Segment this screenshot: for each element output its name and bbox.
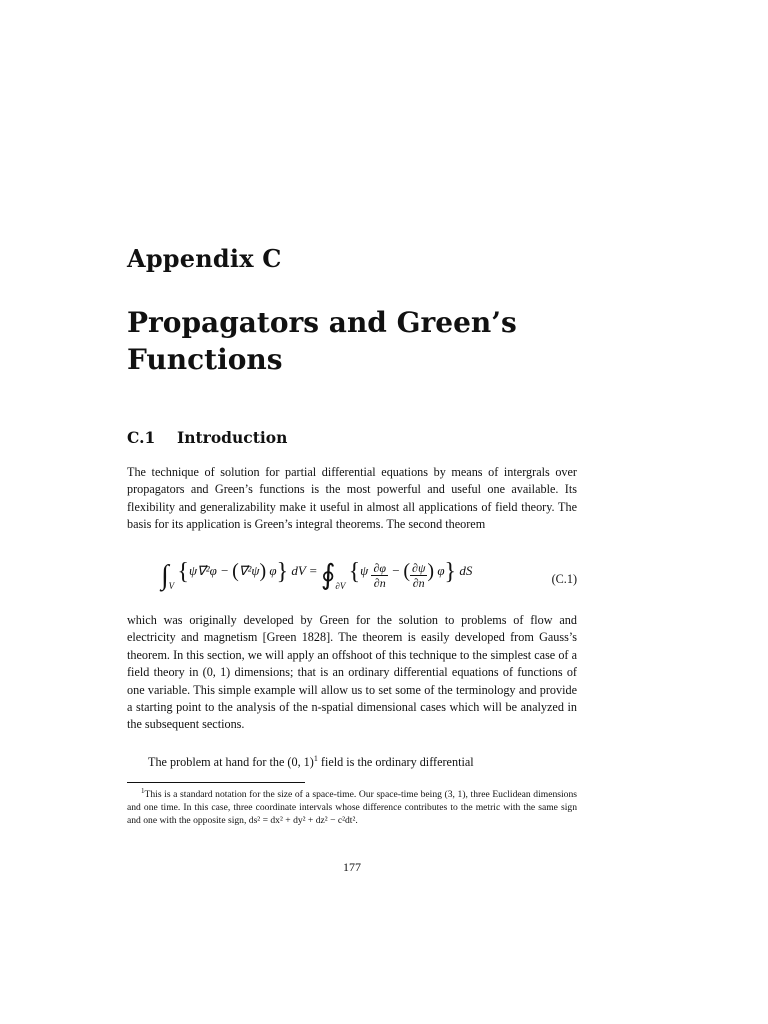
paragraph-intro: The technique of solution for partial differential equations by means of intergrals over propagators and Green’s functions is the most powerful and useful one available. Its flexibility and generalizability make it useful in almost all applications of field theory. The basis for its application is Green’s integral theorems. The second theorem: [127, 465, 577, 532]
volume-subscript: V: [168, 581, 175, 591]
rhs-measure: dS: [459, 563, 473, 578]
paragraph-problem: [127, 750, 577, 771]
section-number: C.1: [127, 428, 156, 447]
page: [127, 0, 577, 1024]
lhs-measure: dV =: [291, 563, 318, 578]
equation-c1: [127, 558, 577, 608]
left-brace: {: [177, 559, 189, 585]
rhs-lead: ψ: [360, 563, 369, 578]
footnote-marker: 1: [141, 787, 145, 795]
left-paren: (: [403, 560, 411, 582]
right-brace: }: [276, 559, 289, 585]
page-number: 177: [343, 860, 361, 874]
footnote: [127, 785, 577, 828]
equation-body: [161, 558, 472, 592]
left-brace: {: [348, 559, 361, 585]
left-paren: (: [232, 560, 239, 582]
lhs-paren-content: ∇⃗²ψ: [238, 563, 260, 578]
footnote-text: This is a standard notation for the size of a space-time. Our space-time being (3, 1), three Euclidean dimensions and one time. In this case, three coordinate intervals whose difference contributes to the metric with the same sign and one with the opposite sign, ds² = dx² + dy² + dz² − c²dt².: [127, 789, 577, 827]
right-brace: }: [444, 559, 457, 585]
paragraph-problem-start: The problem at hand for the (0, 1): [148, 755, 314, 770]
right-paren: ): [259, 560, 267, 582]
minus-sign: −: [391, 563, 401, 578]
appendix-label: Appendix C: [127, 244, 282, 273]
paragraph-problem-end: field is the ordinary differential: [320, 755, 474, 770]
rhs-tail: φ: [437, 563, 445, 578]
contour-integral-symbol: ∮: [320, 560, 336, 591]
fraction-dpsi-dn: $\frac{\partial\psi}{\partial n}$: [412, 561, 426, 590]
footnote-divider: [127, 782, 305, 783]
surface-subscript: ∂V: [335, 581, 346, 591]
fraction-dphi-dn: $\frac{\partial\varphi}{\partial n}$: [373, 561, 387, 590]
section-title: Introduction: [177, 428, 288, 447]
integral-symbol: ∫: [161, 560, 169, 591]
lhs-inner: ψ∇⃗²φ −: [188, 563, 233, 578]
chapter-title: Propagators and Green’s Functions: [127, 306, 517, 376]
section-heading: [127, 428, 287, 447]
lhs-tail: φ: [269, 563, 277, 578]
equation-number: (C.1): [551, 572, 577, 586]
footnote-reference: 1: [313, 754, 318, 763]
paragraph-body: which was originally developed by Green for the solution to problems of flow and electricity and magnetism [Green 1828]. The theorem is easily developed from Gauss’s theorem. In this section, we will apply an offshoot of this technique to the simplest case of a field theory in (0, 1) dimensions; that is an ordinary differential equations of functions of one variable. This simple example will allow us to set some of the terminology and provide a starting point to the analysis of the n-spatial dimensional cases which will be analyzed in the subsequent sections.: [127, 613, 577, 732]
right-paren: ): [427, 560, 435, 582]
